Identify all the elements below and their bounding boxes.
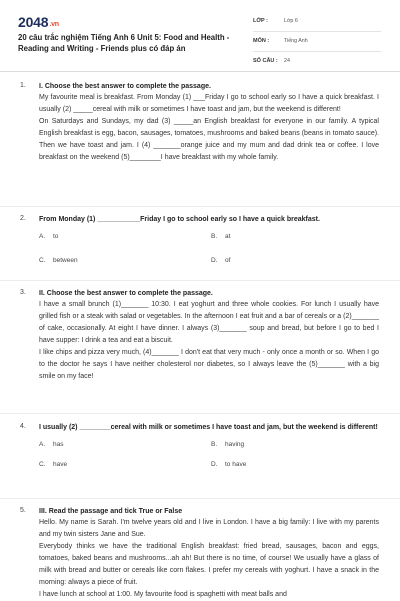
answer-option-c[interactable]: C. between [39,257,78,264]
passage-paragraph: My favourite meal is breakfast. From Monday (1) ___Friday I go to school early so I have a quick breakfast. I usually (2) _____cereal with milk or sometimes I have toast and jam, but the weekend is different! [39,94,379,113]
meta-value: Tiếng Anh [284,38,308,44]
question-title: III. Read the passage and tick True or False [39,508,183,515]
passage-paragraph: Hello. My name is Sarah. I'm twelve years old and I live in London. I have a big family: I live with my parents and my twin sisters Jane and Sue. [39,519,379,538]
question-number: 2. [20,215,26,222]
question-body [39,507,379,601]
answer-option-b[interactable]: B. having [211,441,245,448]
question-divider [0,498,400,499]
site-logo[interactable]: 2048.vn [18,14,59,30]
document-meta [253,14,381,74]
answer-option-a[interactable]: A. to [39,233,59,240]
meta-row-class [253,14,381,32]
question-divider [0,413,400,414]
passage-paragraph: I like chips and pizza very much, (4)_______ I don't eat that very much - only once a month or so. When I go to the doctor he says I have neither cholesterol nor diabetes, so I always leave the (5)_______ with a big smile on my face! [39,349,379,380]
reading-passage [39,517,379,601]
meta-row-count [253,54,381,72]
answer-option-a[interactable]: A. has [39,441,64,448]
question-body [39,82,379,164]
passage-paragraph: I have a small brunch (1)_______ 10:30. I eat yoghurt and three whole cookies. For lunch I usually have grilled fish or a steak with salad or vegetables. In the afternoon I eat fruit and a bar of cereals or a (2)_______ of cake, occasionally. At eight I have dinner. I always (3)_______ soup and bread, but before I go to bed I have supper: I drink a tea and eat a biscuit. [39,301,379,344]
question-number: 1. [20,82,26,89]
meta-key: LỚP : [253,18,268,24]
question-divider [0,206,400,207]
header-divider [0,71,400,72]
question-number: 4. [20,423,26,430]
question-title: II. Choose the best answer to complete the passage. [39,290,213,297]
reading-passage [39,92,379,164]
reading-passage [39,299,379,383]
answer-option-c[interactable]: C. have [39,461,68,468]
meta-value: 24 [284,58,290,64]
meta-key: MÔN : [253,38,270,44]
meta-row-subject [253,34,381,52]
answer-option-d[interactable]: D. of [211,257,231,264]
question-body [39,423,379,481]
answer-option-d[interactable]: D. to have [211,461,247,468]
question-body [39,215,379,273]
question-number: 3. [20,289,26,296]
passage-paragraph: On Saturdays and Sundays, my dad (3) _____an English breakfast for everyone in our family. A typical English breakfast is egg, bacon, sausages, tomatoes, mushrooms and baked beans (beans in tomato sauce). Then we have toast and jam. I (4) _______orange juice and my mum and dad drink tea or coffee. I love breakfast on the weekend (5)________I have breakfast with my whole family. [39,118,379,161]
passage-paragraph: Everybody thinks we have the traditional English breakfast: fried bread, sausages, bacon and eggs, tomatoes, baked beans and mushrooms...ah ah! But there is no time, of course! We usually have a glass of milk with bread and butter or cereals like corn flakes. I prefer my cereals with yoghurt. I have a snack in the morning: always a piece of fruit. [39,543,379,586]
question-divider [0,280,400,281]
question-number: 5. [20,507,26,514]
document-header [0,0,400,70]
passage-paragraph: I have lunch at school at 1:00. My favourite food is spaghetti with meat balls and [39,591,287,598]
page-title: 20 câu trắc nghiệm Tiếng Anh 6 Unit 5: Food and Health - Reading and Writing - Friends plus có đáp án [18,33,230,53]
question-body [39,289,379,383]
answer-option-b[interactable]: B. at [211,233,231,240]
question-title: I. Choose the best answer to complete the passage. [39,83,211,90]
meta-value: Lớp 6 [284,18,298,24]
answer-options [39,441,379,481]
question-title: I usually (2) ________cereal with milk or sometimes I have toast and jam, but the weekend is different! [39,424,378,431]
answer-options [39,233,379,273]
meta-key: SỐ CÂU : [253,58,278,64]
question-title: From Monday (1) ___________Friday I go to school early so I have a quick breakfast. [39,216,320,223]
